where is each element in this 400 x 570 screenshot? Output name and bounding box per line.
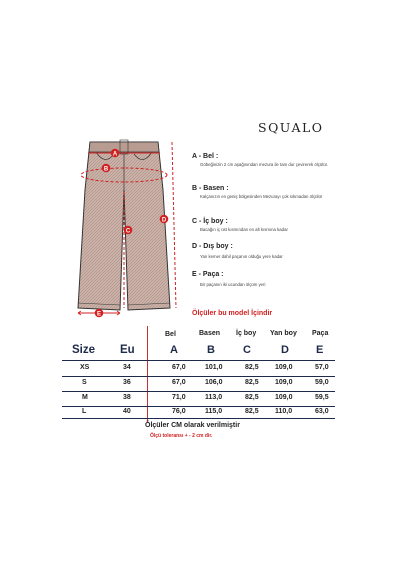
col-name: Yan boy — [270, 330, 297, 337]
legend-desc-c: Bacağın iç üst kısmından en alt kısmına kadar — [200, 227, 288, 232]
value-cell: 109,0 — [275, 364, 293, 371]
marker-label: E — [96, 311, 102, 318]
eu-cell: 38 — [123, 394, 131, 401]
value-cell: 67,0 — [172, 364, 186, 371]
value-cell: 109,0 — [275, 379, 293, 386]
value-cell: 101,0 — [205, 364, 223, 371]
eu-header: Eu — [120, 344, 135, 356]
size-cell: L — [82, 408, 87, 415]
col-letter: D — [281, 344, 289, 356]
value-cell: 82,5 — [245, 408, 259, 415]
marker-c — [124, 226, 133, 235]
value-cell: 109,0 — [275, 394, 293, 401]
value-cell: 71,0 — [172, 394, 186, 401]
col-letter: A — [170, 344, 178, 356]
value-cell: 110,0 — [275, 408, 293, 415]
size-header: Size — [72, 344, 96, 356]
marker-d — [160, 215, 169, 224]
size-cell: M — [82, 394, 88, 401]
value-cell: 57,0 — [315, 364, 329, 371]
legend-title-d: D - Dış boy : — [192, 243, 233, 250]
value-cell: 115,0 — [205, 408, 223, 415]
col-letter: E — [316, 344, 324, 356]
col-letter: B — [207, 344, 215, 356]
value-cell: 113,0 — [205, 394, 223, 401]
size-cell: S — [82, 379, 87, 386]
col-name: Basen — [199, 330, 221, 337]
marker-e — [95, 309, 104, 318]
legend-title-c: C - İç boy : — [192, 218, 228, 225]
row-divider — [62, 418, 335, 419]
value-cell: 76,0 — [172, 408, 186, 415]
legend-desc-e: Bir paçanın iki ucundan ölçüm yeri — [200, 282, 266, 287]
value-cell: 82,5 — [245, 379, 259, 386]
marker-label: C — [125, 228, 131, 235]
marker-b — [102, 164, 111, 173]
col-name: İç boy — [236, 330, 257, 337]
row-divider — [62, 376, 335, 377]
value-cell: 106,0 — [205, 379, 223, 386]
value-cell: 82,5 — [245, 364, 259, 371]
eu-cell: 36 — [123, 379, 131, 386]
legend-desc-d: Yan kemer dahil paçanın olduğu yere kadar — [200, 254, 283, 259]
marker-label: A — [112, 151, 118, 158]
row-divider — [62, 406, 335, 407]
legend-title-b: B - Basen : — [192, 185, 229, 192]
marker-label: D — [161, 217, 167, 224]
row-divider — [62, 391, 335, 392]
eu-cell: 40 — [123, 408, 131, 415]
value-cell: 63,0 — [315, 408, 329, 415]
legend-desc-a: Göbeğinizin 2 cm aşağısından mezura ile tam dur çevirerek ölçülür. — [200, 162, 329, 167]
brand-logo: SQUALO — [258, 120, 324, 135]
size-cell: XS — [80, 364, 90, 371]
col-letter: C — [243, 344, 251, 356]
value-cell: 59,5 — [315, 394, 329, 401]
unit-note: Ölçüler CM olarak verilmiştir — [145, 422, 240, 429]
pants-diagram — [60, 130, 180, 320]
col-name: Paça — [312, 330, 329, 337]
value-cell: 59,0 — [315, 379, 329, 386]
legend-title-a: A - Bel : — [192, 153, 219, 160]
tolerance-note: Ölçü toleransı + - 2 cm dir. — [150, 433, 213, 439]
marker-a — [111, 149, 120, 158]
value-cell: 67,0 — [172, 379, 186, 386]
model-note: Ölçüler bu model İçindir — [192, 310, 273, 317]
table-divider — [147, 326, 148, 422]
eu-cell: 34 — [123, 364, 131, 371]
legend-title-e: E - Paça : — [192, 271, 224, 278]
marker-label: B — [103, 166, 109, 173]
value-cell: 82,5 — [245, 394, 259, 401]
row-divider — [62, 360, 335, 361]
legend-desc-b: Kalçanızın en geniş bölgesinden Mezurayı çok sıkmadan ölçülür — [200, 194, 323, 199]
col-name: Bel — [165, 331, 176, 338]
